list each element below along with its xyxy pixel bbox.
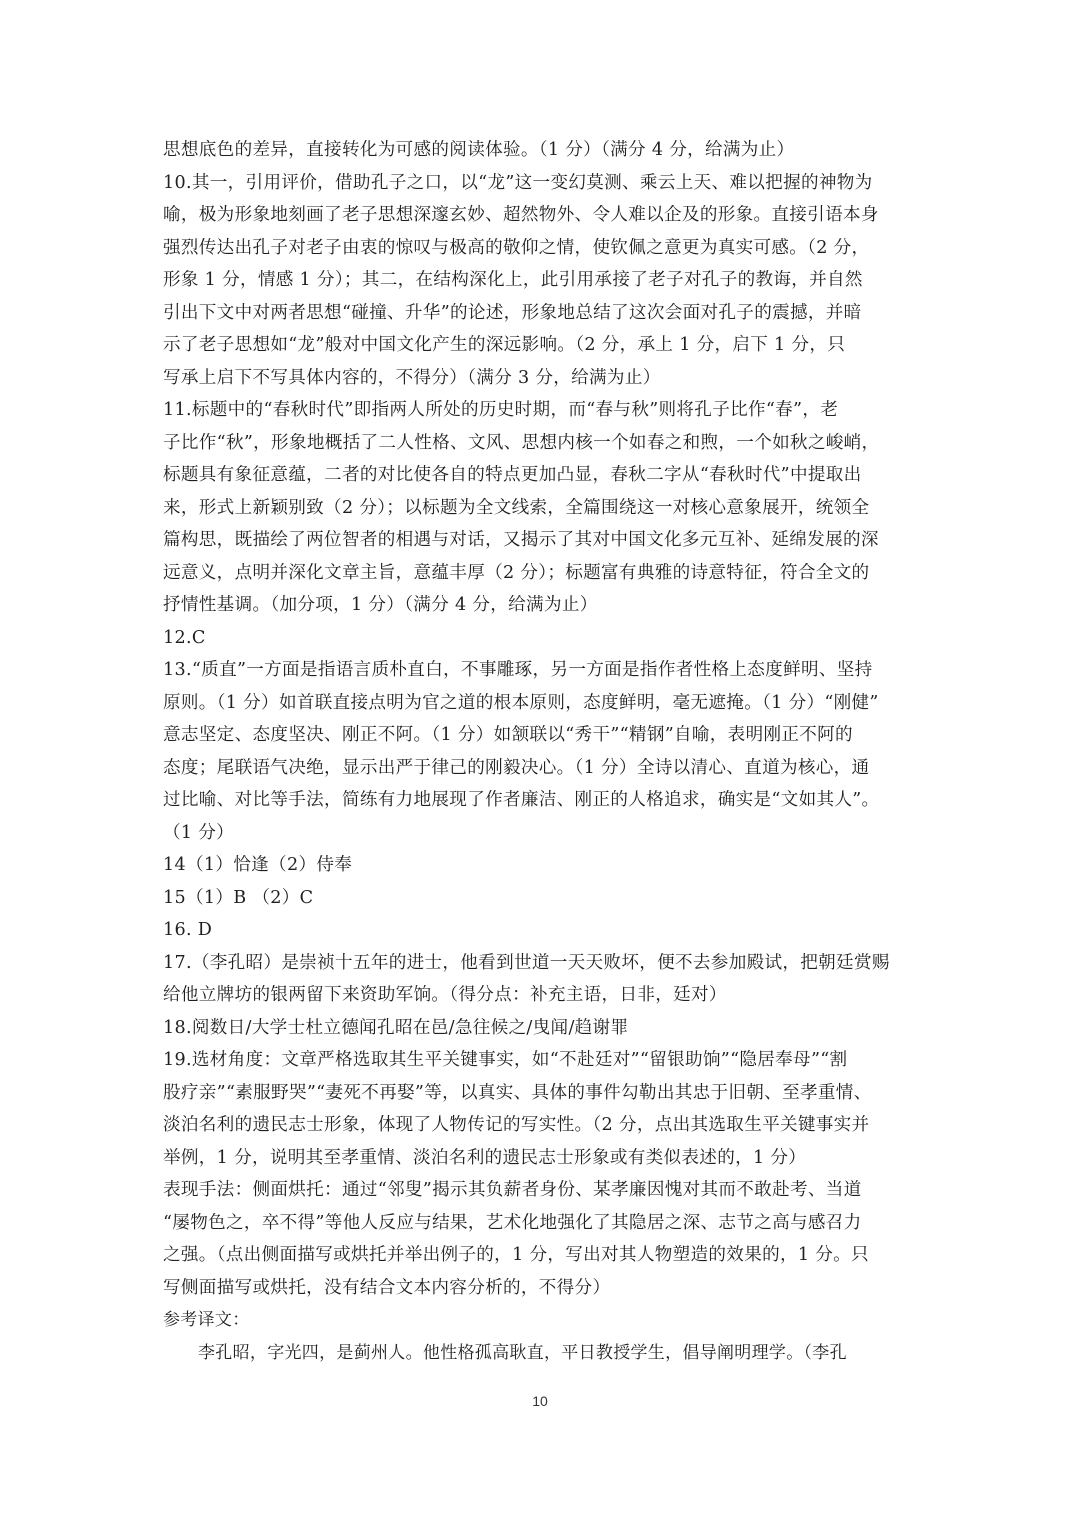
text-line: 篇构思，既描绘了两位智者的相遇与对话，又揭示了其对中国文化多元互补、延绵发展的深 <box>163 530 879 550</box>
text-line: 12.C <box>163 627 206 648</box>
text-line: 原则。（1 分）如首联直接点明为官之道的根本原则，态度鲜明，毫无遮掩。（1 分）“刚健” <box>163 692 879 713</box>
text-line: 抒情性基调。（加分项，1 分）（满分 4 分，给满为止） <box>163 595 598 615</box>
text-line: 表现手法：侧面烘托：通过“邻叟”揭示其负薪者身份、某孝廉因愧对其而不敢赴考、当道 <box>163 1180 862 1200</box>
text-line: 股疗亲”“素服野哭”“妻死不再娶”等，以真实、具体的事件勾勒出其忠于旧朝、至孝重情、 <box>163 1082 872 1103</box>
text-line: 19.选材角度：文章严格选取其生平关键事实，如“不赴廷对”“留银助饷”“隐居奉母”“割 <box>163 1050 848 1070</box>
text-line: “屡物色之，卒不得”等他人反应与结果，艺术化地强化了其隐居之深、志节之高与感召力 <box>163 1212 862 1233</box>
text-line: 意志坚定、态度坚决、刚正不阿。（1 分）如颔联以“秀干”“精钢”自喻，表明刚正不阿的 <box>163 725 853 745</box>
text-line: 形象 1 分，情感 1 分）；其二，在结构深化上，此引用承接了老子对孔子的教诲，并自然 <box>163 270 863 290</box>
text-line: 李孔昭，字光四，是蓟州人。他性格孤高耿直，平日教授学生，倡导阐明理学。（李孔 <box>198 1342 847 1363</box>
text-line: 14（1）恰逢（2）侍奉 <box>163 855 353 875</box>
text-line: （1 分） <box>163 822 235 843</box>
text-line: 强烈传达出孔子对老子由衷的惊叹与极高的敬仰之情，使钦佩之意更为真实可感。（2 分， <box>163 237 870 258</box>
text-line: 17.（李孔昭）是崇祯十五年的进士，他看到世道一天天败坏，便不去参加殿试，把朝廷赏赐 <box>163 952 890 973</box>
text-line: 写侧面描写或烘托，没有结合文本内容分析的，不得分） <box>163 1277 611 1298</box>
text-line: 13.“质直”一方面是指语言质朴直白，不事雕琢，另一方面是指作者性格上态度鲜明、坚持 <box>163 660 873 680</box>
text-line: 示了老子思想如“龙”般对中国文化产生的深远影响。（2 分，承上 1 分，启下 1 分，只 <box>163 335 846 355</box>
text-line: 淡泊名利的遗民志士形象，体现了人物传记的写实性。（2 分，点出其选取生平关键事实并 <box>163 1115 870 1135</box>
text-line: 之强。（点出侧面描写或烘托并举出例子的，1 分，写出对其人物塑造的效果的，1 分。只 <box>163 1245 869 1265</box>
text-line: 引出下文中对两者思想“碰撞、升华”的论述，形象地总结了这次会面对孔子的震撼，并暗 <box>163 302 862 323</box>
text-line: 15（1）B （2）C <box>163 887 314 908</box>
text-line: 写承上启下不写具体内容的，不得分）（满分 3 分，给满为止） <box>163 367 661 388</box>
text-line: 10.其一，引用评价，借助孔子之口，以“龙”这一变幻莫测、乘云上天、难以把握的神物为 <box>163 172 873 193</box>
text-line: 过比喻、对比等手法，简练有力地展现了作者廉洁、刚正的人格追求，确实是“文如其人”。 <box>163 790 880 810</box>
text-line: 来，形式上新颖别致（2 分）；以标题为全文线索，全篇围绕这一对核心意象展开，统领全 <box>163 497 870 518</box>
text-line: 思想底色的差异，直接转化为可感的阅读体验。（1 分）（满分 4 分，给满为止） <box>163 140 795 160</box>
text-line: 参考译文： <box>163 1310 250 1330</box>
text-line: 远意义，点明并深化文章主旨，意蕴丰厚（2 分）；标题富有典雅的诗意特征，符合全文的 <box>163 562 870 583</box>
text-line: 喻，极为形象地刻画了老子思想深邃玄妙、超然物外、令人难以企及的形象。直接引语本身 <box>163 205 879 225</box>
text-line: 标题具有象征意蕴，二者的对比使各自的特点更加凸显，春秋二字从“春秋时代”中提取出 <box>163 465 862 485</box>
text-line: 18.阅数日/大学士杜立德闻孔昭在邑/急往候之/曳闻/趋谢罪 <box>163 1017 629 1038</box>
page-number: 10 <box>532 1393 548 1409</box>
answer-key-text <box>163 134 917 1369</box>
text-line: 给他立牌坊的银两留下来资助军饷。（得分点：补充主语，日非，廷对） <box>163 985 727 1005</box>
text-line: 11.标题中的“春秋时代”即指两人所处的历史时期，而“春与秋”则将孔子比作“春”，老 <box>163 400 839 420</box>
text-line: 子比作“秋”，形象地概括了二人性格、文风、思想内核一个如春之和煦，一个如秋之峻峭， <box>163 432 880 453</box>
text-line: 16. D <box>163 920 213 940</box>
text-line: 态度；尾联语气决绝，显示出严于律己的刚毅决心。（1 分）全诗以清心、直道为核心，通 <box>163 757 870 778</box>
text-line: 举例，1 分，说明其至孝重情、淡泊名利的遗民志士形象或有类似表述的，1 分） <box>163 1147 807 1168</box>
